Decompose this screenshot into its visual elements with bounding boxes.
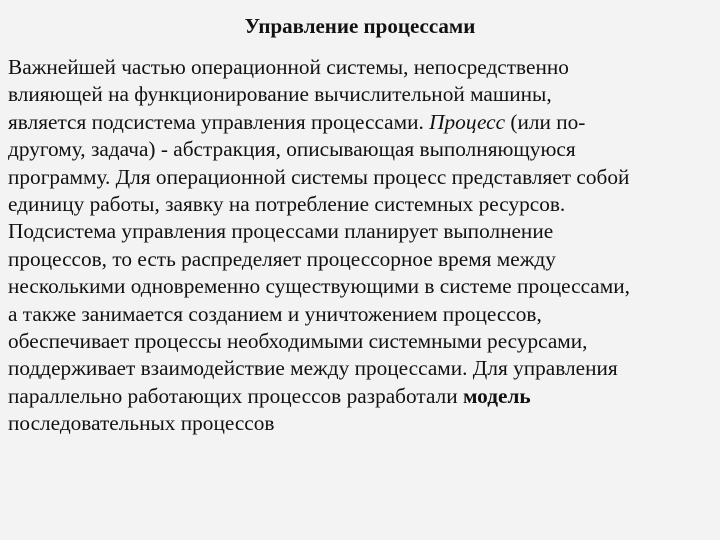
text-line — [8, 301, 712, 328]
text-line — [8, 218, 712, 245]
text-segment: Важнейшей частью операционной системы, непосредственно — [8, 55, 569, 79]
text-line — [8, 273, 712, 300]
text-line — [8, 383, 712, 410]
text-line — [8, 328, 712, 355]
text-segment: программу. Для операционной системы процесс представляет собой — [8, 164, 630, 189]
text-segment: обеспечивает процессы необходимыми системными ресурсами, — [8, 329, 588, 354]
text-line — [8, 164, 712, 191]
text-line — [8, 109, 712, 136]
text-segment: единицу работы, заявку на потребление системных ресурсов. — [8, 192, 566, 217]
text-line — [8, 54, 712, 81]
italic-term: Процесс — [429, 109, 506, 134]
bold-term: модель — [462, 383, 531, 408]
text-line — [8, 410, 712, 437]
text-line — [8, 81, 712, 108]
text-segment: несколькими одновременно существующими в системе процессами, — [8, 274, 630, 299]
text-line — [8, 191, 712, 218]
slide-body-text — [8, 54, 712, 438]
text-segment: последовательных процессов — [8, 411, 275, 436]
text-line — [8, 136, 712, 163]
text-segment: Подсистема управления процессами планирует выполнение — [8, 219, 554, 244]
text-segment: поддерживает взаимодействие между процессами. Для управления — [8, 356, 618, 381]
text-segment: (или по- — [505, 109, 586, 134]
text-segment: влияющей на функционирование вычислительной машины, — [8, 82, 552, 107]
text-segment: является подсистема управления процессами. — [8, 109, 430, 134]
text-segment: параллельно работающих процессов разработали — [8, 383, 463, 408]
text-segment: а также занимается созданием и уничтожением процессов, — [8, 301, 542, 326]
text-segment: процессов, то есть распределяет процессорное время между — [8, 246, 556, 271]
slide-title: Управление процессами — [244, 14, 476, 38]
text-line — [8, 355, 712, 382]
text-line — [8, 246, 712, 273]
text-segment: другому, задача) - абстракция, описывающая выполняющуюся — [8, 137, 576, 162]
